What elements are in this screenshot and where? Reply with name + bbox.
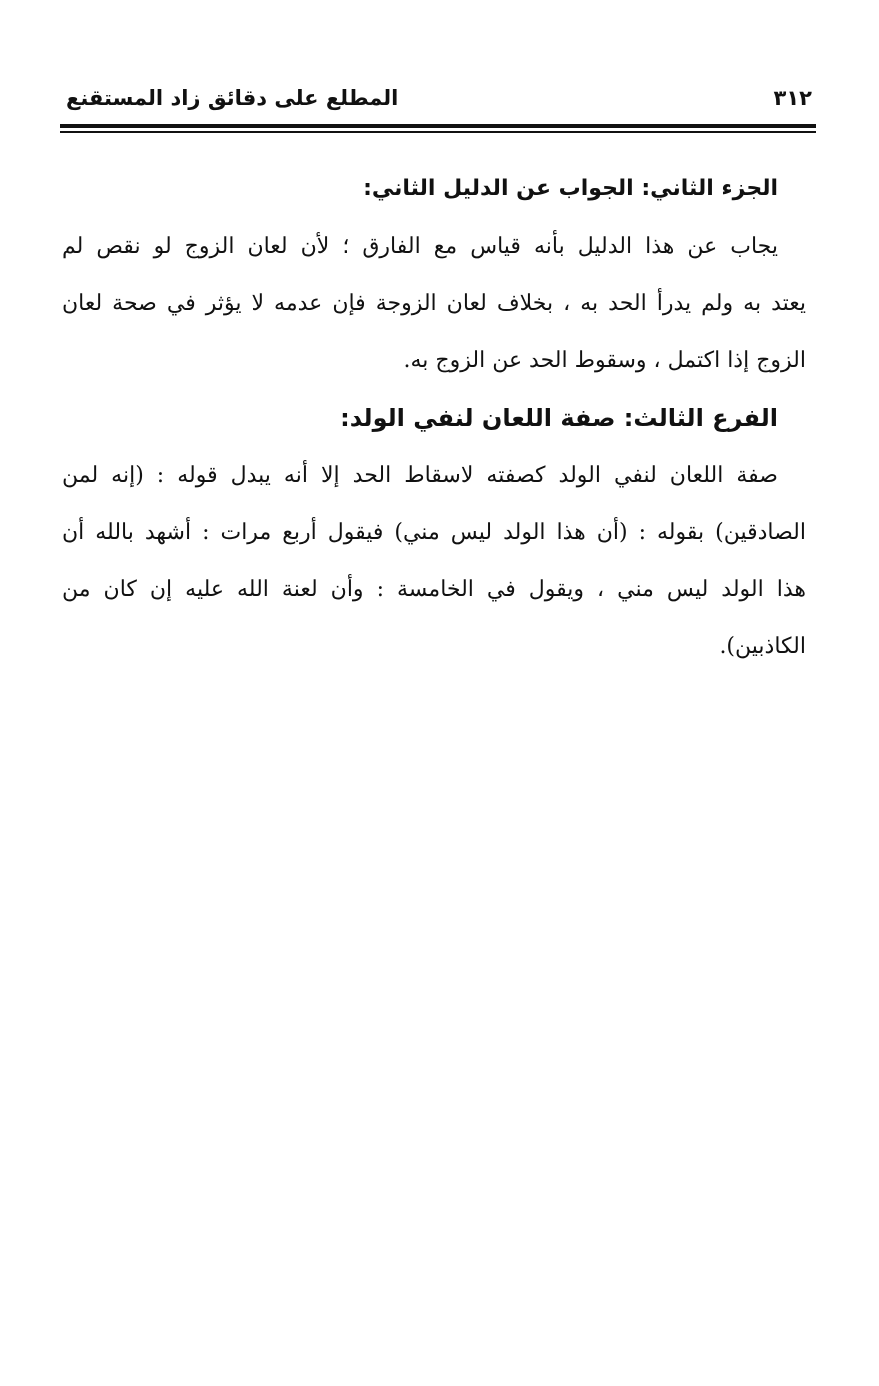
section-heading-part-two: الجزء الثاني: الجواب عن الدليل الثاني: xyxy=(363,176,778,201)
header-rule-thin xyxy=(60,131,816,133)
paragraph-line: الكاذبين). xyxy=(719,634,806,659)
section-heading-third-branch: الفرع الثالث: صفة اللعان لنفي الولد: xyxy=(340,404,778,432)
book-title: المطلع على دقائق زاد المستقنع xyxy=(66,86,399,110)
header-rule-thick xyxy=(60,124,816,128)
paragraph-line: يجاب عن هذا الدليل بأنه قياس مع الفارق ؛ لأن لعان الزوج لو نقص لم xyxy=(62,234,778,259)
paragraph-answer xyxy=(62,218,806,389)
page-body xyxy=(62,160,806,675)
page-header xyxy=(60,86,816,122)
paragraph-lian-description xyxy=(62,447,806,675)
paragraph-line: صفة اللعان لنفي الولد كصفته لاسقاط الحد إلا أنه يبدل قوله : (إنه لمن xyxy=(62,463,778,488)
paragraph-line: هذا الولد ليس مني ، ويقول في الخامسة : وأن لعنة الله عليه إن كان من xyxy=(62,577,806,602)
page-number: ٣١٢ xyxy=(773,86,812,110)
paragraph-line: يعتد به ولم يدرأ الحد به ، بخلاف لعان الزوجة فإن عدمه لا يؤثر في صحة لعان xyxy=(62,291,806,316)
paragraph-line: الصادقين) بقوله : (أن هذا الولد ليس مني) فيقول أربع مرات : أشهد بالله أن xyxy=(62,520,806,545)
paragraph-line: الزوج إذا اكتمل ، وسقوط الحد عن الزوج به. xyxy=(403,348,806,373)
